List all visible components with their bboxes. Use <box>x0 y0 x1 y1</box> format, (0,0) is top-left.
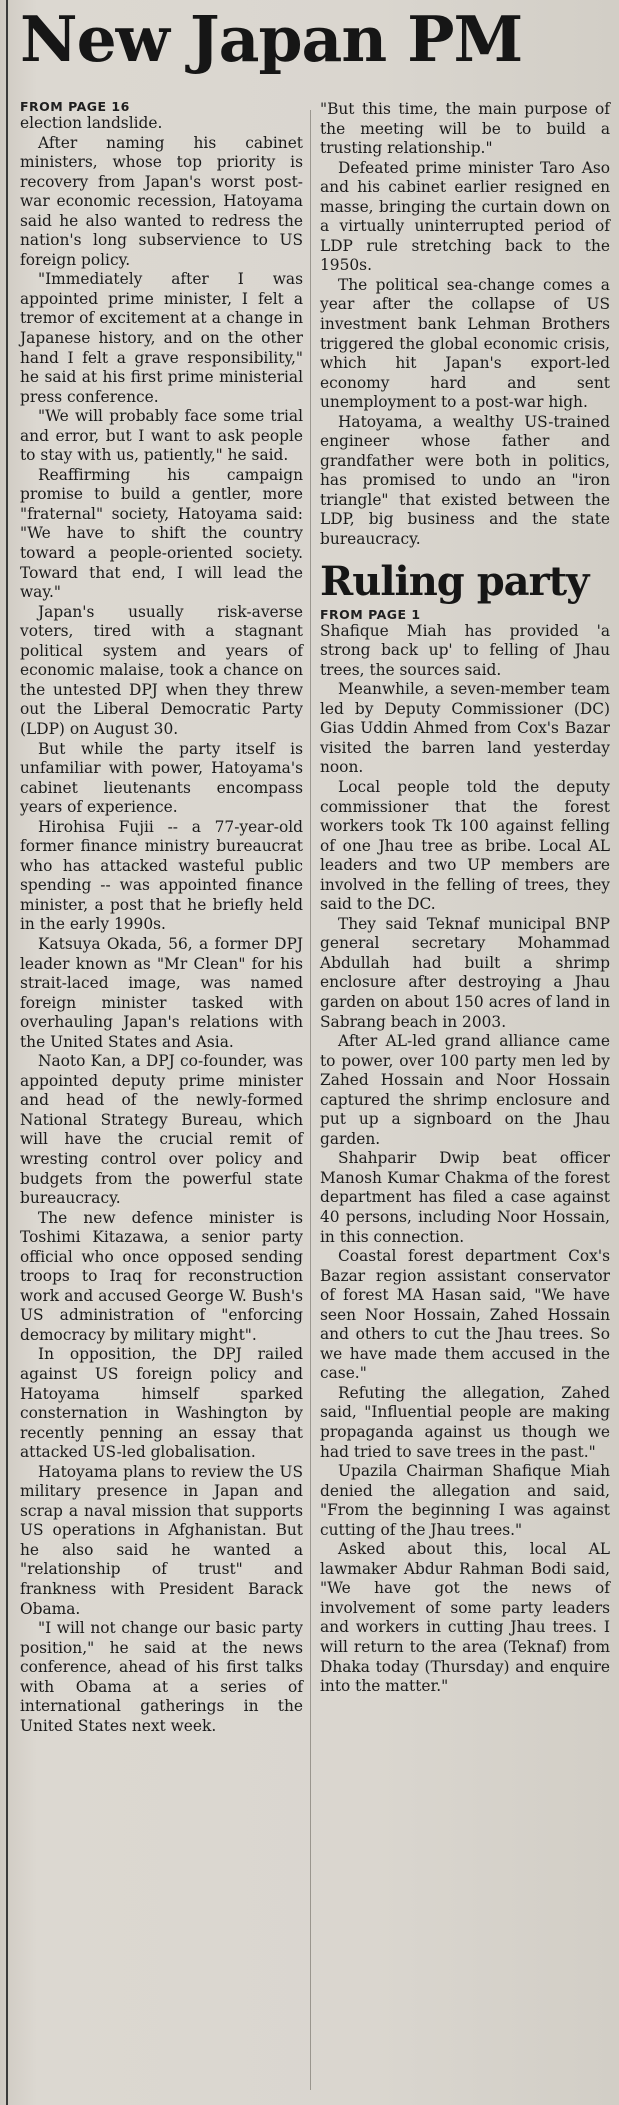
article-paragraph: Hatoyama, a wealthy US-trained engineer whose father and grandfather were both in politics, has promised to undo an "iron triangle" that existed between the LDP, big business and the state bureaucracy. <box>320 412 610 549</box>
japan-kicker: FROM PAGE 16 <box>20 99 130 114</box>
article-paragraph: In opposition, the DPJ railed against US foreign policy and Hatoyama himself sparked consternation in Washington by recently penning an essay that attacked US-led globalisation. <box>20 1345 303 1462</box>
article-paragraph: election landslide. <box>20 114 163 132</box>
article-paragraph: The new defence minister is Toshimi Kitazawa, a senior party official who once opposed sending troops to Iraq for reconstruction work and accused George W. Bush's US administration of "enforcing democracy by military might". <box>20 1208 303 1344</box>
article-paragraph: Shahparir Dwip beat officer Manosh Kumar Chakma of the forest department has filed a case against 40 persons, including Noor Hossain, in this connection. <box>320 1149 610 1246</box>
article-paragraph: Naoto Kan, a DPJ co-founder, was appointed deputy prime minister and head of the newly-formed National Strategy Bureau, which will have the crucial remit of wresting control over policy and budgets from the powerful state bureaucracy. <box>20 1052 303 1208</box>
article-paragraph: "Immediately after I was appointed prime minister, I felt a tremor of excitement at a change in Japanese history, and on the other hand I felt a grave responsibility," he said at his first prime ministerial press conference. <box>20 270 303 406</box>
article-paragraph: Hirohisa Fujii -- a 77-year-old former finance ministry bureaucrat who has attacked wasteful public spending -- was appointed finance minister, a post that he briefly held in the early 1990s. <box>20 817 303 934</box>
article-paragraph: Local people told the deputy commissioner that the forest workers took Tk 100 against felling of one Jhau tree as bribe. Local AL leaders and two UP members are involved in the felling of trees, they said to the DC. <box>320 777 610 914</box>
ruling-party-headline: Ruling party <box>320 557 589 605</box>
ruling-kicker: FROM PAGE 1 <box>320 606 421 622</box>
headline: New Japan PM <box>20 2 523 76</box>
article-paragraph: Katsuya Okada, 56, a former DPJ leader known as "Mr Clean" for his strait-laced image, was named foreign minister tasked with overhauling Japan's relations with the United States and Asia. <box>20 934 303 1051</box>
article-paragraph: Meanwhile, a seven-member team led by Deputy Commissioner (DC) Gias Uddin Ahmed from Cox's Bazar visited the barren land yesterday noon. <box>320 680 610 777</box>
article-column-2 <box>320 100 610 1697</box>
column-rule-middle <box>310 110 311 2090</box>
article-paragraph: Shafique Miah has provided 'a strong back up' to felling of Jhau trees, the sources said. <box>320 621 610 679</box>
article-paragraph: Japan's usually risk-averse voters, tired with a stagnant political system and years of economic malaise, took a chance on the untested DPJ when they threw out the Liberal Democratic Party (LDP) on August 30. <box>20 602 303 738</box>
article-paragraph: Upazila Chairman Shafique Miah denied the allegation and said, "From the beginning I was against cutting of the Jhau trees." <box>320 1462 610 1539</box>
article-paragraph: Reaffirming his campaign promise to build a gentler, more "fraternal" society, Hatoyama said: "We have to shift the country toward a people-oriented society. Toward that end, I will lead the way." <box>20 465 303 602</box>
article-paragraph: "We will probably face some trial and error, but I want to ask people to stay with us, patiently," he said. <box>20 407 303 465</box>
article-paragraph: They said Teknaf municipal BNP general secretary Mohammad Abdullah had built a shrimp enclosure after destroying a Jhau garden on about 150 acres of land in Sabrang beach in 2003. <box>320 914 610 1031</box>
article-paragraph: After AL-led grand alliance came to power, over 100 party men led by Zahed Hossain and Noor Hossain captured the shrimp enclosure and put up a signboard on the Jhau garden. <box>320 1032 610 1148</box>
article-paragraph: Coastal forest department Cox's Bazar region assistant conservator of forest MA Hasan said, "We have seen Noor Hossain, Zahed Hossain and others to cut the Jhau trees. So we have made them accused in the case." <box>320 1247 610 1383</box>
article-paragraph: "I will not change our basic party position," he said at the news conference, ahead of his first talks with Obama at a series of international gatherings in the United States next week. <box>20 1619 303 1735</box>
article-paragraph: Asked about this, local AL lawmaker Abdur Rahman Bodi said, "We have got the news of involvement of some party leaders and workers in cutting Jhau trees. I will return to the area (Teknaf) from Dhaka today (Thursday) and enquire into the matter." <box>320 1540 610 1696</box>
article-paragraph: Refuting the allegation, Zahed said, "Influential people are making propaganda against us though we had tried to save trees in the past." <box>320 1383 610 1461</box>
article-paragraph: Hatoyama plans to review the US military presence in Japan and scrap a naval mission that supports US operations in Afghanistan. But he also said he wanted a "relationship of trust" and frankness with President Barack Obama. <box>20 1462 303 1618</box>
article-paragraph: The political sea-change comes a year after the collapse of US investment bank Lehman Brothers triggered the global economic crisis, which hit Japan's export-led economy hard and sent unemployment to a post-war high. <box>320 275 610 412</box>
article-paragraph: But while the party itself is unfamiliar with power, Hatoyama's cabinet lieutenants encompass years of experience. <box>20 739 303 817</box>
column-rule-left <box>6 0 8 2105</box>
article-paragraph: "But this time, the main purpose of the meeting will be to build a trusting relationship." <box>320 100 610 158</box>
article-column-1 <box>20 100 303 1736</box>
article-paragraph: After naming his cabinet ministers, whose top priority is recovery from Japan's worst post-war economic recession, Hatoyama said he also wanted to redress the nation's long subservience to US foreign policy. <box>20 133 303 269</box>
article-paragraph: Defeated prime minister Taro Aso and his cabinet earlier resigned en masse, bringing the curtain down on a virtually uninterrupted period of LDP rule stretching back to the 1950s. <box>320 158 610 275</box>
